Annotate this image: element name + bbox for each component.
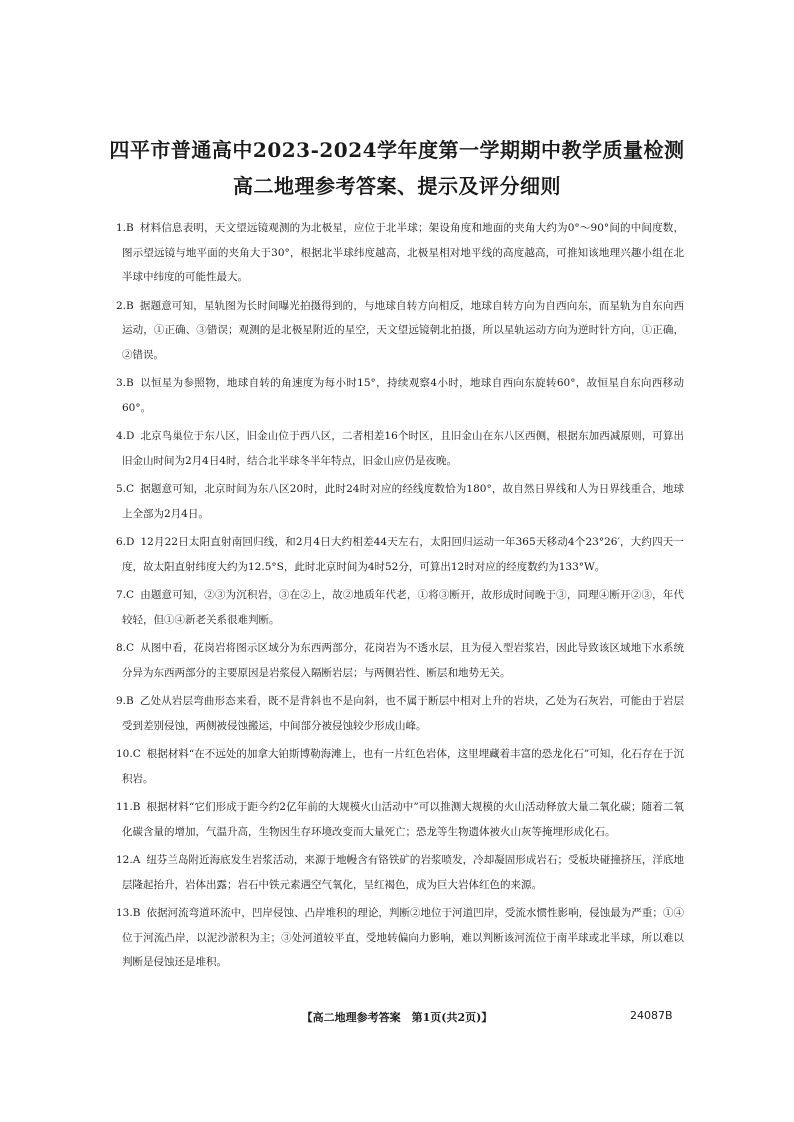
answer-number: 11.B — [116, 801, 141, 813]
answer-explanation: 依据河流弯道环流中，凹岸侵蚀、凸岸堆积的理论，判断②地位于河道凹岸，受流水惯性影响，侵蚀最为严重；①④位于河流凸岸，以泥沙淤积为主；③处河道较平直，受地转偏向力影响，难以判断该河流位于南半球或北半球，所以难以判断是侵蚀还是堆积。 — [122, 907, 684, 968]
answer-item — [116, 689, 684, 738]
answer-explanation: 由题意可知，②③为沉积岩，③在②上，故②地质年代老，①将③断开，故形成时间晚于③，同理④断开②③，年代较轻，但①④新老关系很难判断。 — [122, 589, 684, 626]
answer-item — [116, 901, 684, 975]
answer-number: 7.C — [116, 589, 135, 601]
answer-item — [116, 530, 684, 579]
page-title-line1: 四平市普通高中2023-2024学年度第一学期期中教学质量检测 — [109, 138, 685, 162]
answer-number: 4.D — [116, 430, 135, 442]
answer-explanation: 乙处从岩层弯曲形态来看，既不是背斜也不是向斜，也不属于断层中相对上升的岩块，乙处为石灰岩，可能由于岩层受到差别侵蚀，两侧被侵蚀搬运，中间部分被侵蚀较少形成山峰。 — [122, 695, 684, 732]
answer-number: 6.D — [116, 536, 135, 548]
answer-item — [116, 294, 684, 368]
answer-explanation: 纽芬兰岛附近海底发生岩浆活动，来源于地幔含有铬铁矿的岩浆喷发，冷却凝固形成岩石；受板块碰撞挤压，洋底地层隆起抬升，岩体出露；岩石中铁元素遇空气氧化，呈红褐色，成为巨大岩体红色的来源。 — [122, 854, 684, 891]
answer-explanation: 材料信息表明，天文望远镜观测的为北极星，应位于北半球；架设角度和地面的夹角大约为0°～90°间的中间度数，图示望远镜与地平面的夹角大于30°，根据北半球纬度越高，北极星相对地平线的高度越高，可推知该地理兴趣小组在北半球中纬度的可能性最大。 — [122, 222, 684, 283]
answer-item — [116, 477, 684, 526]
answer-number: 12.A — [116, 854, 141, 866]
answer-explanation: 从图中看，花岗岩将图示区域分为东西两部分，花岗岩为不透水层，且为侵入型岩浆岩，因此导致该区域地下水系统分异为东西两部分的主要原因是岩浆侵入隔断岩层；与两侧岩性、断层和地势无关。 — [122, 642, 684, 679]
answer-explanation: 据题意可知，北京时间为东八区20时，此时24时对应的经线度数恰为180°，故自然日界线和人为日界线重合，地球上全部为2月4日。 — [122, 483, 684, 520]
answer-item — [116, 742, 684, 791]
answer-explanation: 据题意可知，星轨图为长时间曝光拍摄得到的，与地球自转方向相反，地球自转方向为自西向东，而星轨为自东向西运动，①正确、③错误；观测的是北极星附近的星空，天文望远镜朝北拍摄，所以星轨运动方向为逆时针方向，①正确，②错误。 — [122, 299, 684, 361]
answer-number: 1.B — [116, 222, 134, 234]
answer-number: 10.C — [116, 748, 141, 760]
answer-item — [116, 424, 684, 473]
answer-number: 8.C — [116, 642, 135, 654]
page-title-line2: 高二地理参考答案、提示及评分细则 — [233, 174, 561, 198]
answer-item — [116, 848, 684, 897]
answer-item — [116, 371, 684, 420]
answer-explanation: 根据材料“它们形成于距今约2亿年前的大规模火山活动中”可以推测大规模的火山活动释放大量二氧化碳；随着二氧化碳含量的增加，气温升高，生物因生存环境改变而大量死亡；恐龙等生物遗体被火山灰等掩埋形成化石。 — [122, 801, 684, 838]
answer-explanation: 12月22日太阳直射南回归线，和2月4日大约相差44天左右，太阳回归运动一年365天移动4个23°26′，大约四天一度，故太阳直射纬度大约为12.5°S，此时北京时间为4时52分，可算出12时对应的经度数约为133°W。 — [122, 536, 684, 573]
page-footer-label: 【高二地理参考答案 第1页(共2页)】 — [301, 1011, 493, 1024]
answer-number: 2.B — [116, 299, 134, 312]
answer-item — [116, 216, 684, 290]
answer-item — [116, 583, 684, 632]
answer-list — [116, 216, 684, 979]
answer-explanation: 北京鸟巢位于东八区，旧金山位于西八区，二者相差16个时区，且旧金山在东八区西侧，根据东加西减原则，可算出旧金山时间为2月4日4时，结合北半球冬半年特点，旧金山应仍是夜晚。 — [122, 430, 684, 467]
answer-number: 3.B — [116, 377, 134, 389]
answer-explanation: 以恒星为参照物，地球自转的角速度为每小时15°，持续观察4小时，地球自西向东旋转60°，故恒星自东向西移动60°。 — [122, 377, 684, 414]
answer-number: 13.B — [116, 907, 141, 919]
document-code: 24087B — [630, 1009, 673, 1022]
answer-item — [116, 636, 684, 685]
answer-number: 9.B — [116, 695, 134, 707]
answer-item — [116, 795, 684, 844]
answer-explanation: 根据材料“在不远处的加拿大铂斯博勒海滩上，也有一片红色岩体，这里埋藏着丰富的恐龙化石”可知，化石存在于沉积岩。 — [122, 748, 684, 785]
answer-number: 5.C — [116, 483, 135, 495]
